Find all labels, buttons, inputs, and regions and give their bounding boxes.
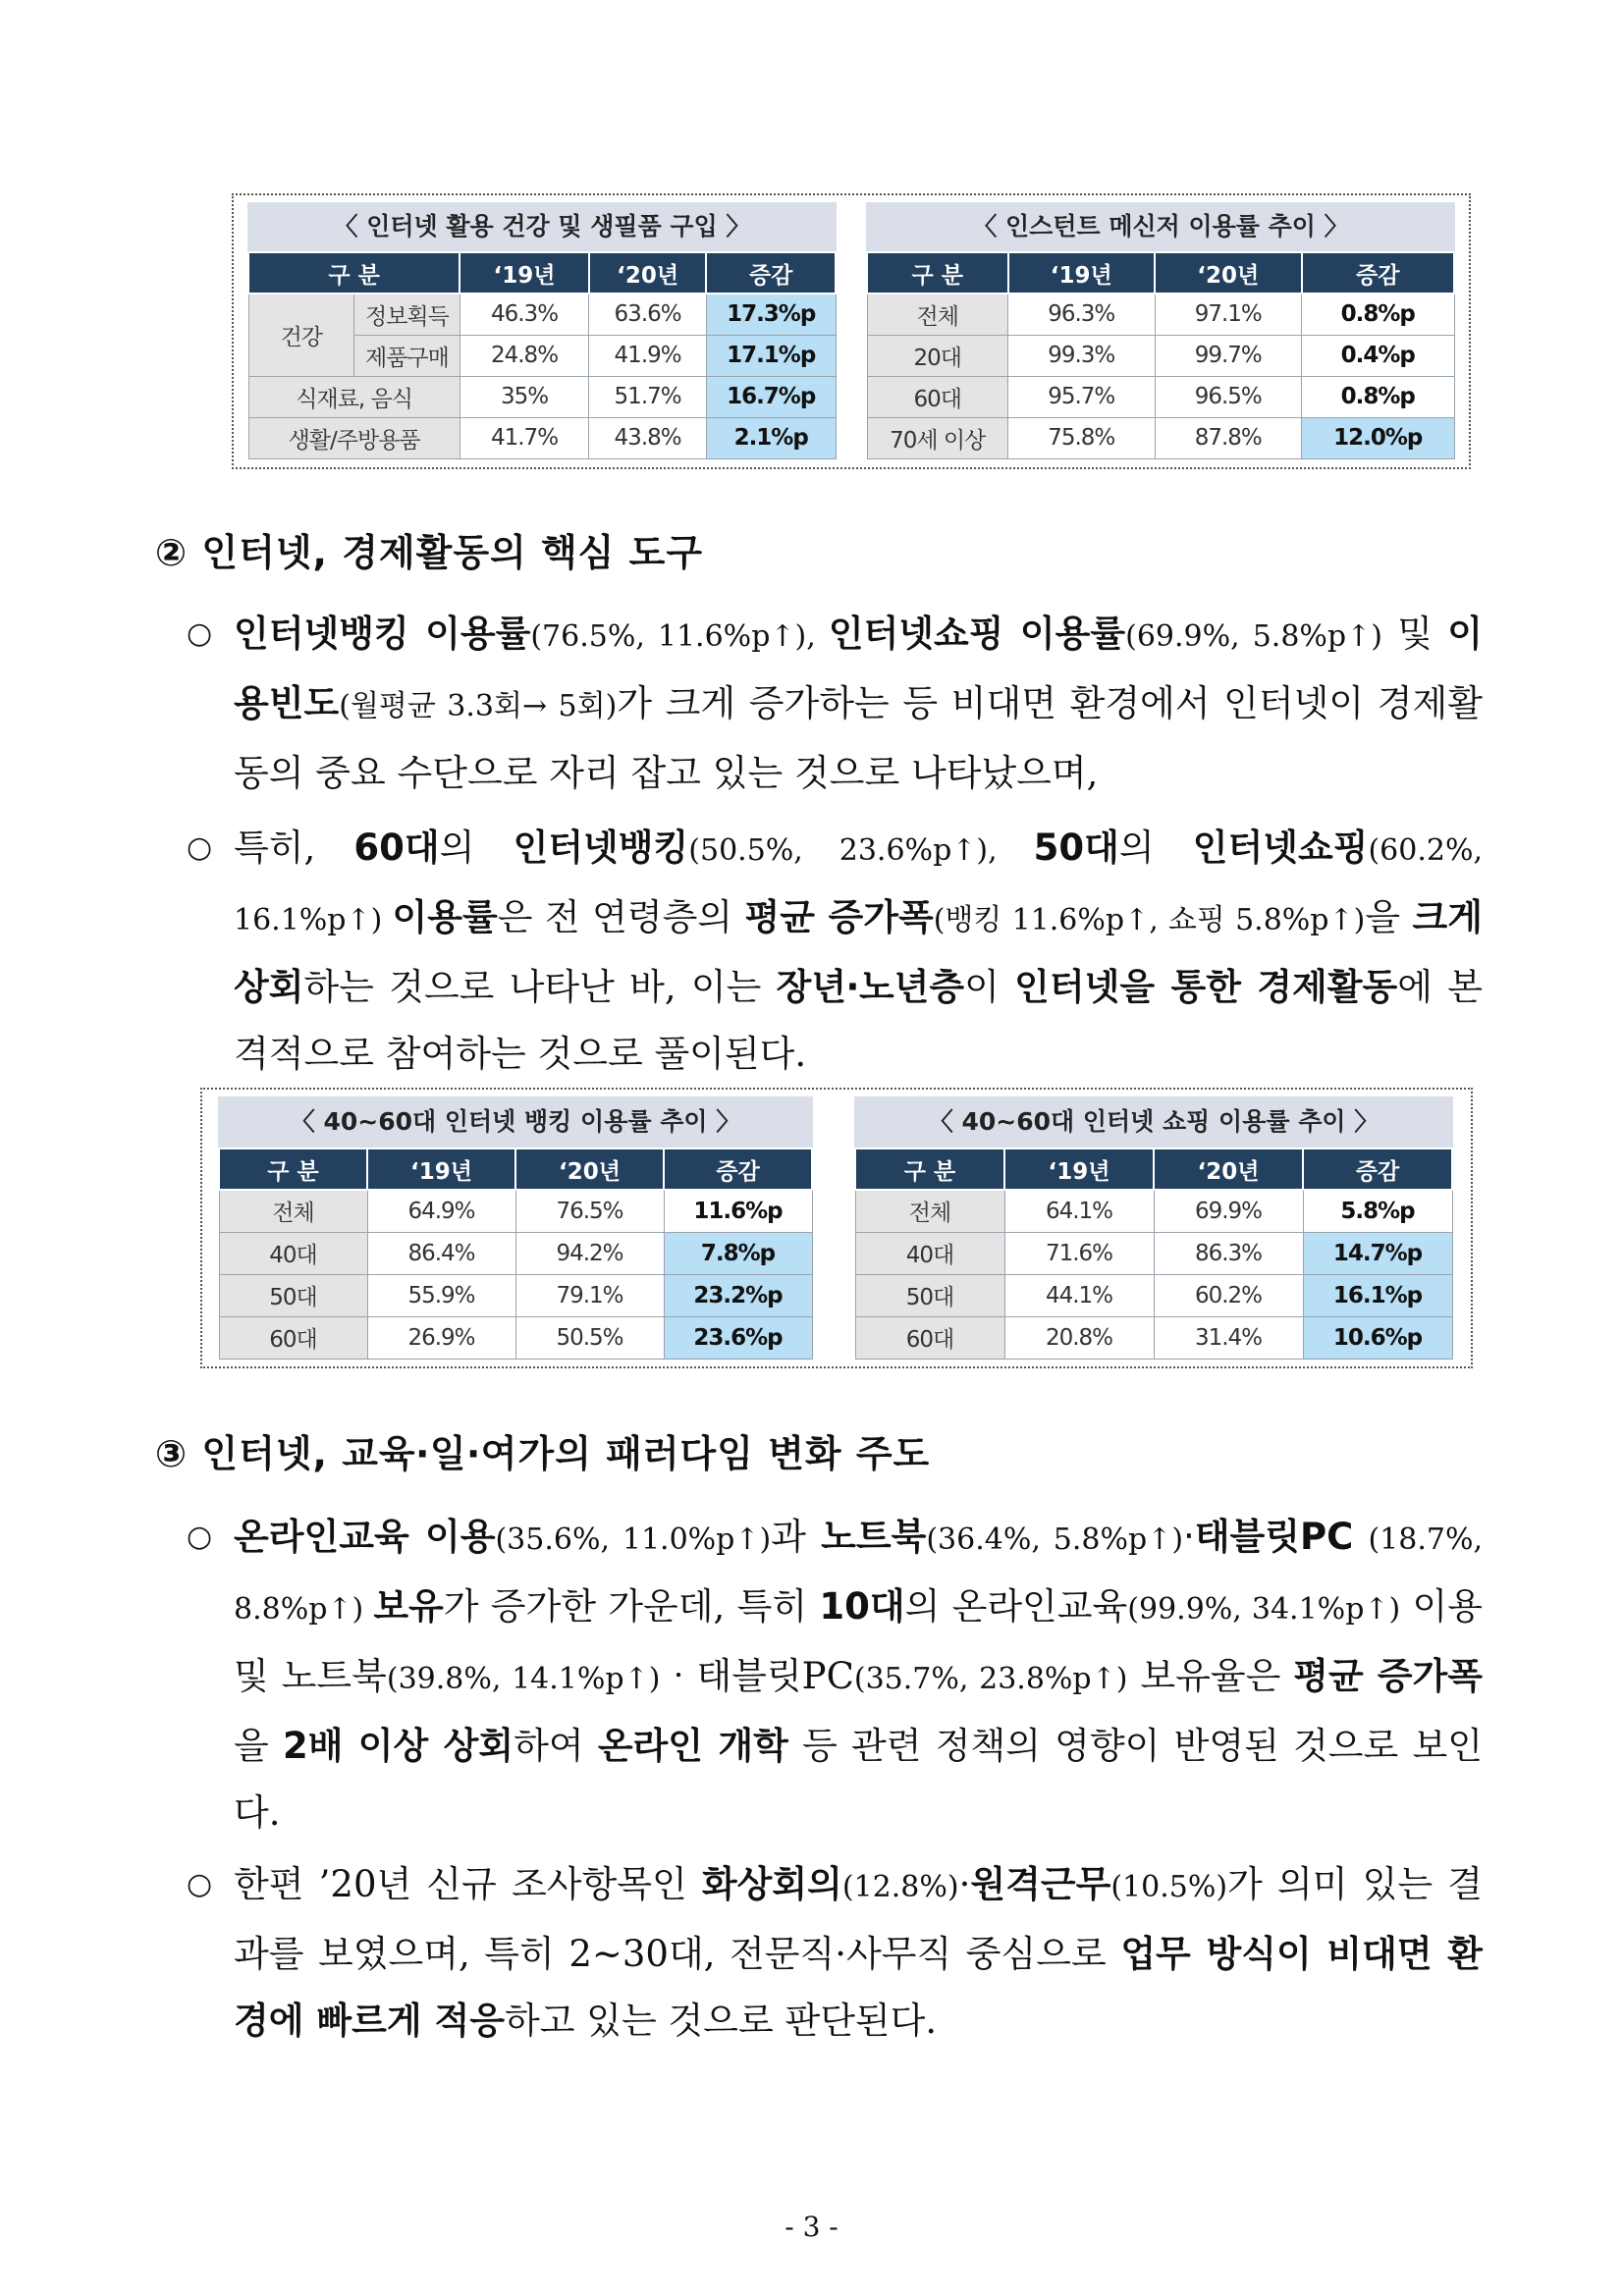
cell-change: 7.8%p bbox=[664, 1232, 812, 1274]
text: (99.9%, 34.1%p↑) bbox=[1127, 1592, 1401, 1627]
table-title: 〈 인스턴트 메신저 이용률 추이 〉 bbox=[866, 202, 1455, 251]
group-label: 건강 bbox=[248, 294, 354, 376]
cell-2020: 99.7% bbox=[1155, 335, 1302, 376]
bold-text: 크게 상회 bbox=[234, 896, 1483, 1008]
row-label: 60대 bbox=[867, 376, 1008, 417]
text: 특히, bbox=[234, 827, 354, 869]
text: 가 크게 증가하는 등 비대면 환경에서 인터넷이 경제활동의 중요 수단으로 자리 잡고 있는 것으로 나타났으며, bbox=[234, 682, 1483, 794]
text: 과 bbox=[771, 1516, 822, 1558]
cell-2020: 79.1% bbox=[515, 1274, 664, 1316]
bold-text: 장년‧노년층 bbox=[776, 966, 965, 1008]
table-messenger bbox=[866, 202, 1455, 459]
cell-2019: 20.8% bbox=[1004, 1316, 1154, 1359]
cell-2020: 94.2% bbox=[515, 1232, 664, 1274]
text: (50.5%, 23.6%p↑), bbox=[688, 833, 1034, 868]
cell-change: 0.4%p bbox=[1302, 335, 1454, 376]
cell-2019: 86.4% bbox=[367, 1232, 515, 1274]
text: (35.7%, 23.8%p↑) bbox=[853, 1662, 1128, 1696]
bold-text: 온라인 개학 bbox=[597, 1725, 788, 1767]
text: 의 bbox=[439, 827, 514, 869]
row-label: 60대 bbox=[855, 1316, 1004, 1359]
bold-text: 10대 bbox=[819, 1585, 905, 1628]
row-label: 60대 bbox=[219, 1316, 367, 1359]
bold-text: 평균 증가폭 bbox=[1293, 1655, 1483, 1697]
bold-text: 보유 bbox=[373, 1585, 444, 1628]
cell-2019: 64.9% bbox=[367, 1190, 515, 1232]
text: 한편 ’20년 신규 조사항목인 bbox=[234, 1863, 702, 1905]
cell-2020: 60.2% bbox=[1154, 1274, 1303, 1316]
bullet: ○ bbox=[187, 1867, 213, 1901]
text: (76.5%, 11.6%p↑), bbox=[530, 619, 829, 654]
bold-text: 인터넷쇼핑 bbox=[1192, 827, 1369, 869]
header-change: 증감 bbox=[664, 1148, 812, 1190]
text: 이 bbox=[964, 966, 1015, 1008]
cell-2019: 64.1% bbox=[1004, 1190, 1154, 1232]
header-change: 증감 bbox=[1303, 1148, 1452, 1190]
table-title: 〈 인터넷 활용 건강 및 생필품 구입 〉 bbox=[247, 202, 837, 251]
section-heading: ② 인터넷, 경제활동의 핵심 도구 bbox=[155, 531, 704, 574]
table-title: 〈 40~60대 인터넷 뱅킹 이용률 추이 〉 bbox=[218, 1096, 813, 1148]
header-2020: ‘20년 bbox=[589, 252, 707, 294]
cell-2019: 41.7% bbox=[460, 417, 589, 458]
cell-change: 0.8%p bbox=[1302, 376, 1454, 417]
cell-2020: 76.5% bbox=[515, 1190, 664, 1232]
text: 하고 있는 것으로 판단된다. bbox=[504, 2000, 938, 2042]
cell-2019: 55.9% bbox=[367, 1274, 515, 1316]
header-category: 구 분 bbox=[248, 252, 460, 294]
text: (60.2%, 16.1%p↑) bbox=[234, 833, 1483, 937]
table-shopping bbox=[854, 1096, 1453, 1360]
cell-2019: 95.7% bbox=[1008, 376, 1156, 417]
cell-change: 17.1%p bbox=[706, 335, 836, 376]
bold-text: 2배 이상 상회 bbox=[282, 1725, 514, 1767]
data-table bbox=[854, 1148, 1453, 1360]
header-category: 구 분 bbox=[867, 252, 1008, 294]
header-category: 구 분 bbox=[219, 1148, 367, 1190]
cell-change: 23.2%p bbox=[664, 1274, 812, 1316]
text: (39.8%, 14.1%p↑) bbox=[386, 1662, 661, 1696]
paragraph bbox=[187, 1851, 1483, 2055]
bold-text: 인터넷뱅킹 이용률 bbox=[234, 613, 531, 655]
table-banking bbox=[218, 1096, 813, 1360]
header-2019: ‘19년 bbox=[460, 252, 589, 294]
data-table bbox=[866, 251, 1455, 459]
bold-text: 60대 bbox=[353, 827, 440, 869]
text: (뱅킹 11.6%p↑, 쇼핑 5.8%p↑) bbox=[933, 903, 1366, 937]
text: ‧태블릿PC bbox=[660, 1655, 854, 1697]
bold-text: 50대 bbox=[1033, 827, 1119, 869]
header-2020: ‘20년 bbox=[1155, 252, 1302, 294]
data-table bbox=[218, 1148, 813, 1360]
header-2020: ‘20년 bbox=[1154, 1148, 1303, 1190]
table-title: 〈 40~60대 인터넷 쇼핑 이용률 추이 〉 bbox=[854, 1096, 1453, 1148]
row-label: 생활/주방용품 bbox=[248, 417, 460, 458]
header-change: 증감 bbox=[706, 252, 836, 294]
paragraph bbox=[187, 601, 1483, 807]
cell-change: 2.1%p bbox=[706, 417, 836, 458]
paragraph bbox=[187, 1504, 1483, 1846]
cell-2019: 99.3% bbox=[1008, 335, 1156, 376]
text: 의 bbox=[1118, 827, 1193, 869]
cell-change: 11.6%p bbox=[664, 1190, 812, 1232]
bold-text: 인터넷을 통한 경제활동 bbox=[1014, 966, 1398, 1008]
row-label: 40대 bbox=[855, 1232, 1004, 1274]
text: (12.8%) bbox=[841, 1870, 959, 1904]
cell-2019: 96.3% bbox=[1008, 294, 1156, 335]
bold-text: 원격근무 bbox=[970, 1863, 1111, 1905]
cell-2020: 96.5% bbox=[1155, 376, 1302, 417]
header-2019: ‘19년 bbox=[1004, 1148, 1154, 1190]
cell-2019: 44.1% bbox=[1004, 1274, 1154, 1316]
text: (69.9%, 5.8%p↑) bbox=[1125, 619, 1382, 654]
header-2020: ‘20년 bbox=[515, 1148, 664, 1190]
cell-2019: 46.3% bbox=[460, 294, 589, 335]
row-label: 식재료, 음식 bbox=[248, 376, 460, 417]
page-number: - 3 - bbox=[784, 2211, 839, 2243]
cell-change: 10.6%p bbox=[1303, 1316, 1452, 1359]
text: 등 관련 정책의 영향이 반영된 것으로 보인다. bbox=[234, 1725, 1483, 1834]
paragraph bbox=[187, 815, 1483, 1088]
row-label: 50대 bbox=[219, 1274, 367, 1316]
cell-change: 0.8%p bbox=[1302, 294, 1454, 335]
text: 하여 bbox=[514, 1725, 598, 1767]
cell-change: 17.3%p bbox=[706, 294, 836, 335]
cell-2020: 43.8% bbox=[589, 417, 707, 458]
header-category: 구 분 bbox=[855, 1148, 1004, 1190]
row-label: 정보획득 bbox=[354, 294, 460, 335]
bold-text: 이용빈도 bbox=[234, 613, 1483, 724]
text: 및 bbox=[1397, 613, 1448, 655]
text: 하는 것으로 나타난 바, 이는 bbox=[303, 966, 777, 1008]
cell-2020: 50.5% bbox=[515, 1316, 664, 1359]
text: (36.4%, 5.8%p↑) bbox=[926, 1522, 1184, 1557]
cell-2019: 35% bbox=[460, 376, 589, 417]
cell-2019: 75.8% bbox=[1008, 417, 1156, 458]
text: 가 증가한 가운데, 특히 bbox=[443, 1585, 820, 1628]
row-label: 전체 bbox=[219, 1190, 367, 1232]
bullet: ○ bbox=[187, 830, 213, 865]
cell-2019: 71.6% bbox=[1004, 1232, 1154, 1274]
cell-2019: 24.8% bbox=[460, 335, 589, 376]
bold-text: 노트북 bbox=[821, 1516, 927, 1558]
bullet: ○ bbox=[187, 1520, 213, 1554]
bold-text: 이용률 bbox=[392, 896, 498, 938]
row-label: 40대 bbox=[219, 1232, 367, 1274]
cell-2020: 69.9% bbox=[1154, 1190, 1303, 1232]
cell-2020: 63.6% bbox=[589, 294, 707, 335]
text: (10.5%) bbox=[1110, 1870, 1228, 1904]
text: ‧ bbox=[1183, 1516, 1195, 1558]
header-2019: ‘19년 bbox=[1008, 252, 1156, 294]
text: 가 의미 있는 결과를 보였으며, 특히 2~30대, 전문직·사무직 중심으로 bbox=[234, 1863, 1483, 1975]
table-health bbox=[247, 202, 837, 459]
bold-text: 인터넷쇼핑 이용률 bbox=[828, 613, 1126, 655]
text: (18.7%, 8.8%p↑) bbox=[234, 1522, 1483, 1627]
cell-2019: 26.9% bbox=[367, 1316, 515, 1359]
cell-2020: 86.3% bbox=[1154, 1232, 1303, 1274]
bold-text: 태블릿PC bbox=[1194, 1516, 1354, 1558]
cell-change: 12.0%p bbox=[1302, 417, 1454, 458]
cell-change: 16.1%p bbox=[1303, 1274, 1452, 1316]
row-label: 50대 bbox=[855, 1274, 1004, 1316]
cell-change: 5.8%p bbox=[1303, 1190, 1452, 1232]
row-label: 20대 bbox=[867, 335, 1008, 376]
text: 에 본격적으로 참여하는 것으로 풀이된다. bbox=[234, 966, 1483, 1075]
text: 은 전 연령층의 bbox=[497, 896, 745, 938]
cell-2020: 97.1% bbox=[1155, 294, 1302, 335]
text: · bbox=[958, 1863, 971, 1905]
bold-text: 인터넷뱅킹 bbox=[513, 827, 689, 869]
section-heading: ③ 인터넷, 교육‧일‧여가의 패러다임 변화 주도 bbox=[155, 1432, 931, 1475]
bold-text: 온라인교육 이용 bbox=[234, 1516, 496, 1558]
header-2019: ‘19년 bbox=[367, 1148, 515, 1190]
text: 이용 및 노트북 bbox=[234, 1585, 1484, 1697]
text: 을 bbox=[234, 1725, 283, 1767]
text: (월평균 3.3회→ 5회) bbox=[339, 689, 618, 723]
text: 보유율은 bbox=[1127, 1655, 1294, 1697]
header-change: 증감 bbox=[1302, 252, 1454, 294]
bullet: ○ bbox=[187, 616, 213, 651]
cell-change: 14.7%p bbox=[1303, 1232, 1452, 1274]
bold-text: 평균 증가폭 bbox=[744, 896, 934, 938]
bold-text: 업무 방식이 비대면 환경에 빠르게 적응 bbox=[234, 1933, 1483, 2042]
text: 의 온라인교육 bbox=[904, 1585, 1128, 1628]
cell-2020: 31.4% bbox=[1154, 1316, 1303, 1359]
bold-text: 화상회의 bbox=[701, 1863, 842, 1905]
text: 을 bbox=[1365, 896, 1413, 938]
cell-2020: 41.9% bbox=[589, 335, 707, 376]
cell-change: 23.6%p bbox=[664, 1316, 812, 1359]
row-label: 제품구매 bbox=[354, 335, 460, 376]
row-label: 70세 이상 bbox=[867, 417, 1008, 458]
cell-change: 16.7%p bbox=[706, 376, 836, 417]
cell-2020: 87.8% bbox=[1155, 417, 1302, 458]
data-table bbox=[247, 251, 837, 459]
text: (35.6%, 11.0%p↑) bbox=[495, 1522, 772, 1557]
cell-2020: 51.7% bbox=[589, 376, 707, 417]
row-label: 전체 bbox=[855, 1190, 1004, 1232]
row-label: 전체 bbox=[867, 294, 1008, 335]
